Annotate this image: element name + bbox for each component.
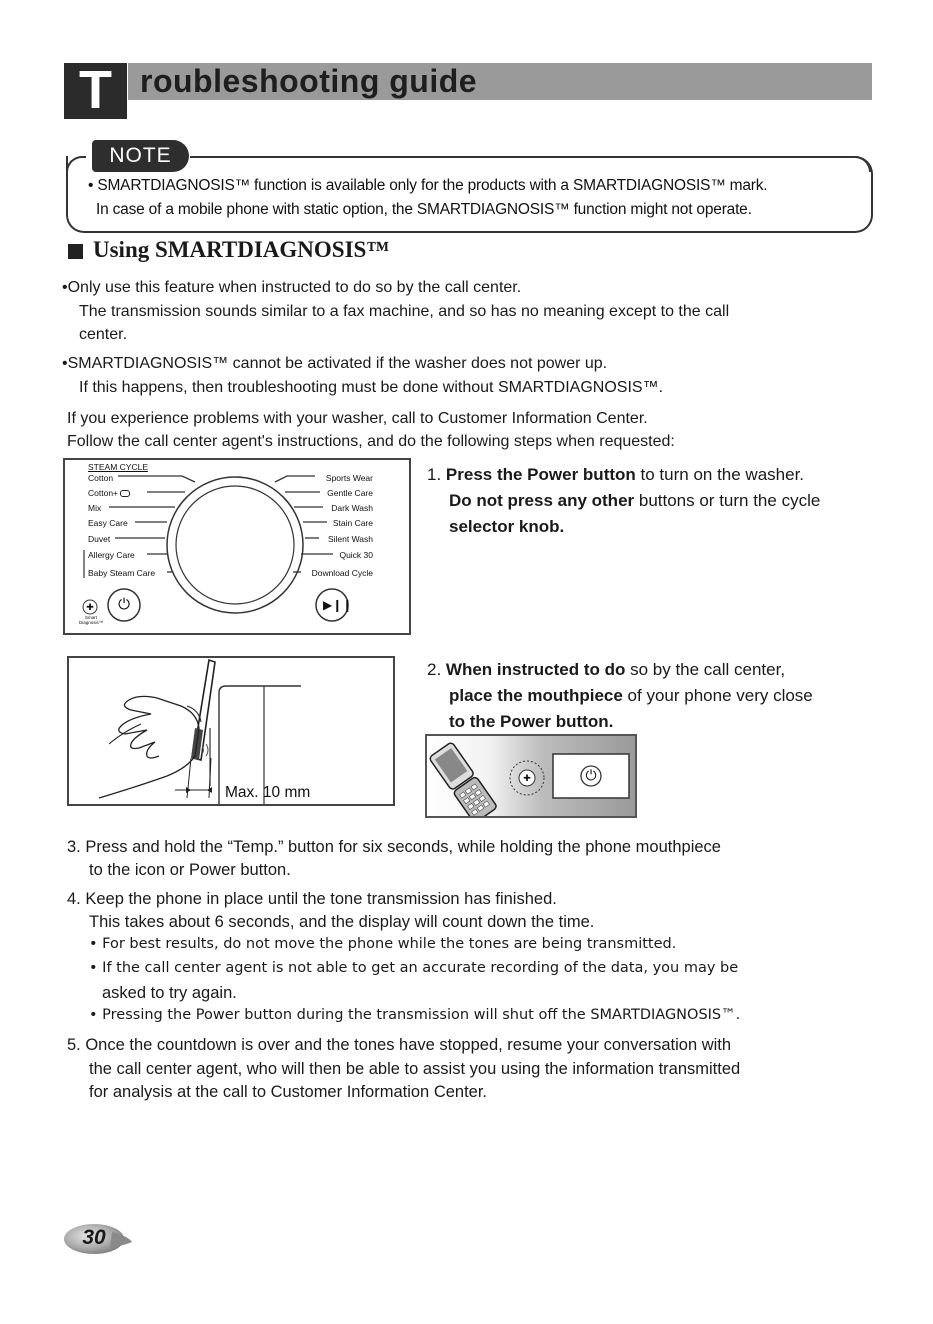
note-frame-corner-right [855,156,871,172]
panel-right-label: Sports Wear [325,473,373,483]
note-badge: NOTE [92,140,189,172]
panel-left-label: Cotton+ [88,488,130,498]
control-panel-illustration [63,458,411,635]
step5-line2: the call center agent, who will then be able to assist you using the information transmitted [89,1060,741,1078]
step5-line1: 5. Once the countdown is over and the tones have stopped, resume your conversation with [67,1036,732,1054]
panel-left-label: Allergy Care [88,550,135,560]
step4-bullet-2: • If the call center agent is not able to get an accurate recording of the data, you may be [89,960,739,976]
note-line-1: • SMARTDIAGNOSIS™ function is available only for the products with a SMARTDIAGNOSIS™ mark. [88,177,768,194]
cotton-plus-icon [120,490,130,497]
step4-bullet-3: • Pressing the Power button during the transmission will shut off the SMARTDIAGNOSIS™. [89,1007,741,1023]
start-pause-icon: ▶❙❙ [323,598,353,612]
note-line-2: In case of a mobile phone with static option, the SMARTDIAGNOSIS™ function might not operate. [96,201,752,218]
step1-line2: Do not press any other buttons or turn the cycle [449,491,821,510]
panel-left-label: Mix [88,503,102,513]
step2-line3: to the Power button. [449,712,614,731]
panel-right-label: Stain Care [332,518,373,528]
step2-line2: place the mouthpiece of your phone very close [449,686,813,705]
step2-line1: 2. When instructed to do so by the call center, [427,660,786,679]
step3-line2: to the icon or Power button. [89,861,291,879]
phone-hand-illustration [67,656,395,806]
smart-diagnosis-label: Smart Diagnosis™ [79,615,104,625]
page-title: roubleshooting guide [140,63,478,99]
step1-line1: 1. Press the Power button to turn on the washer. [427,465,805,484]
panel-right-label: Quick 30 [339,550,373,560]
intro-p1-line3: center. [79,326,128,343]
intro-p2-line2: If this happens, then troubleshooting must be done without SMARTDIAGNOSIS™. [79,379,664,396]
page-number-badge [62,1222,132,1256]
panel-right-label: Download Cycle [311,568,373,578]
intro-p3-line2: Follow the call center agent's instructions, and do the following steps when requested: [67,433,675,450]
panel-left-label: Cotton [88,473,114,483]
hand-drawing [69,658,393,804]
step4-bullet-2-cont: asked to try again. [102,984,237,1002]
power-icon: ⏻ [585,767,597,783]
panel-right-label: Silent Wash [327,534,373,544]
section-title: Using SMARTDIAGNOSIS™ [93,237,390,262]
intro-p2-line1: •SMARTDIAGNOSIS™ cannot be activated if the washer does not power up. [62,355,608,372]
step4-bullet-1: • For best results, do not move the phone while the tones are being transmitted. [89,936,677,952]
step5-line3: for analysis at the call to Customer Information Center. [89,1083,488,1101]
panel-right-label: Gentle Care [327,488,373,498]
smart-diagnosis-icon: ✚ [523,773,531,783]
power-icon: ⏻ [118,596,130,613]
phone-near-button-illustration [425,734,637,818]
panel-left-label: Easy Care [88,518,128,528]
step4-line1: 4. Keep the phone in place until the tone transmission has finished. [67,890,557,908]
panel-right-label: Dark Wash [331,503,373,513]
intro-p1-line1: •Only use this feature when instructed to do so by the call center. [62,279,522,296]
smart-diagnosis-icon: ✚ [86,602,94,612]
panel-steam-cycle-label: STEAM CYCLE [88,462,148,472]
panel-left-label: Baby Steam Care [88,568,156,578]
page-number: 30 [82,1226,106,1249]
section-bullet [68,244,83,259]
step1-line3: selector knob. [449,517,565,536]
step3-line1: 3. Press and hold the “Temp.” button for six seconds, while holding the phone mouthpiece [67,838,721,856]
intro-p1-line2: The transmission sounds similar to a fax machine, and so has no meaning except to the call [79,303,730,320]
header-letter: T [79,60,112,120]
intro-p3-line1: If you experience problems with your washer, call to Customer Information Center. [67,410,648,427]
panel-left-label: Duvet [88,534,111,544]
note-frame-top [190,156,858,158]
step4-line2: This takes about 6 seconds, and the display will count down the time. [89,913,595,931]
max-distance-label: Max. 10 mm [225,784,311,801]
